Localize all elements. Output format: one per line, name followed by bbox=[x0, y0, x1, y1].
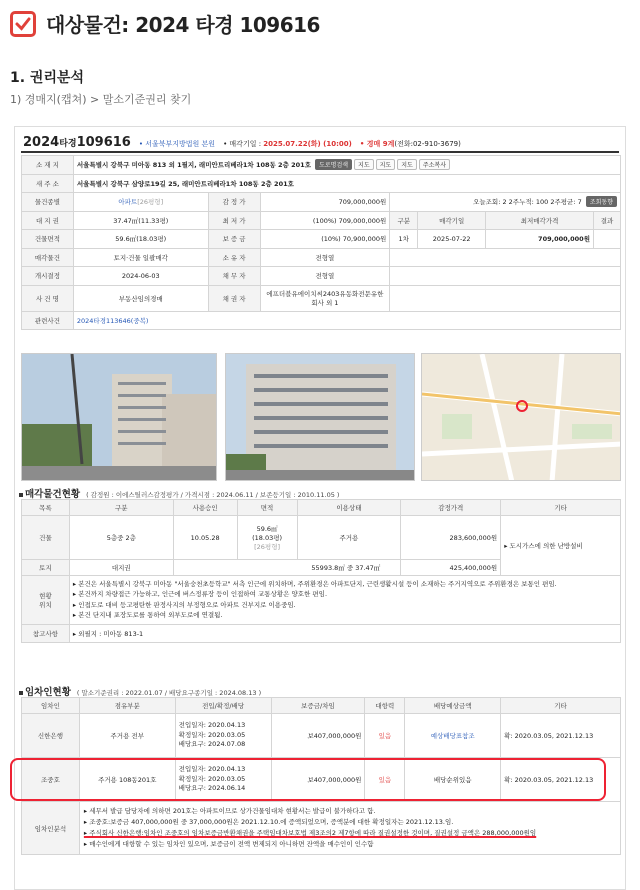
property-type: 아파트[26평형] bbox=[73, 193, 208, 212]
case-number: 2024타경109616 bbox=[23, 135, 131, 150]
photo-strip bbox=[21, 353, 621, 481]
building-photo-1[interactable] bbox=[21, 353, 217, 481]
section-title: 1. 권리분석 bbox=[10, 70, 85, 86]
min-price: (100%) 709,000,000원 bbox=[260, 211, 390, 230]
case-info-table: 소 재 지 서울특별시 강북구 미아동 813 외 1필지, 래미안트리베라1차 108동 2층 201호 도로명검색 지도 지도 지도 주소복사 새 주 소 서울특별시 강북구 삼양로19길 25, 래미안트리베라1차 108동 2층 201호 물건종별 아파트[26평형] 감 정 가 709,000,000원 오늘조회: 2 2주누적: 100 2주평균: 7 조회동향 대 지 권 37.47㎡(11.33평) 최 저 가 (100%) 709,000,000원 구분 매각기일 최저매각가격 결과 건물면적 59.6㎡(18.03평) 보 증 금 (10%) 70,900,000원 1차 2025-07-22 709,000,000원 매각물건 토지·건물 일괄매각 소 유 자 전형열 개시결정 2024-06-03 채 무 자 전형열 사 건 명 부동산임의경매 채 권 자 에프더블유에이치씨2403유동화전문유한회사 외 1 관련사건 2024타경113646(중복) bbox=[21, 155, 621, 330]
page-header bbox=[10, 9, 320, 38]
appraisal: 709,000,000원 bbox=[260, 193, 390, 212]
highlight-box bbox=[10, 758, 606, 801]
copy-address-button[interactable]: 주소복사 bbox=[419, 159, 450, 170]
court-name: • 서울북부지방법원 본원 bbox=[138, 140, 216, 148]
page-title: 대상물건: 2024 타경 109616 bbox=[46, 13, 320, 37]
address: 서울특별시 강북구 미아동 813 외 1필지, 래미안트리베라1차 108동 2층 201호 도로명검색 지도 지도 지도 주소복사 bbox=[73, 156, 620, 175]
property-status-table: 목록 구분 사용승인 면적 이용상태 감정가격 기타 건물 5층중 2층 10.05.28 59.6㎡ (18.03평) [26평형] 주거용 283,600,000원 ▸ 도시가스에 의한 난방설비 토지 대지권 55993.8㎡ 중 37.47㎡ 425,400,000원 현황 위치 ▸ 본건은 서울특별시 강북구 미아동 "서울숭천초등학교" 서측 인근에 위치하며, 주위환경은 아파트단지, 근린생활시설 등이 소재하는 주거지역으로 주위환경은 보통인 편임. ▸ 본건까지 차량접근 가능하고, 인근에 버스정류장 등이 인접하여 교통상황은 양호한 편임. ▸ 인접도로 대비 등고평탄한 판정사지의 부정형으로 아파트 건부지로 이용중임. ▸ 본건 단지내 포장도로를 통하여 외부도로에 연결됨. 참고사항 ▸ 외필지 : 미아동 813-1 bbox=[21, 499, 621, 643]
map-button-1[interactable]: 지도 bbox=[354, 159, 374, 170]
checkbox-icon bbox=[10, 11, 36, 37]
view-stats: 오늘조회: 2 2주누적: 100 2주평균: 7 조회동향 bbox=[390, 193, 621, 212]
dept: • 경매 9계(전화:02-910-3679) bbox=[359, 140, 461, 148]
case-header bbox=[23, 135, 617, 151]
status-title: 매각물건현황 ( 감정원 : 이에스틸러스감정평가 / 가격시점 : 2024.06.11 / 보존등기일 : 2010.11.05 ) bbox=[19, 486, 339, 500]
table-row: 신한은행 주거용 전부 전입일자: 2020.04.13 확정일자: 2020.03.05 배당요구: 2024.07.08 보407,000,000원 있음 예상배당표참조 확: 2020.03.05, 2021.12.13 bbox=[22, 714, 621, 758]
tenant-table: 임차인 점유부분 전입/확정/배당 보증금/차임 대항력 배당예상금액 기타 신한은행 주거용 전부 전입일자: 2020.04.13 확정일자: 2020.03.05 배당요구: 2024.07.08 보407,000,000원 있음 예상배당표참조 확: 2020.03.05, 2021.12.13 조중호 주거용 108동201호 전입일자: 2020.04.13 확정일자: 2020.03.05 배당요구: 2024.06.14 보407,000,000원 있음 배당순위있음 확: 2020.03.05, 2021.12.13 임차인분석 ▸ 세무서 발급 담당자에 의하면 201호는 아파트이므로 상가건물임대차 현황서는 발급이 불가하다고 함. ▸ 조중호:보증금 407,000,000원 중 37,000,000원은 2021.12.10.에 증액되었으며, 증액분에 대한 확정일자는 2021.12.13.임. ▸ 주식회사 신한은행:임차인 조중호의 임차보증금반환채권을 주택임대차보호법 제3조의2 제7항에 따라 질권설정한 것이며, 질권설정 금액은 288,000,000원임 ▸ 매수인에게 대항할 수 있는 임차인 있으며, 보증금이 전액 변제되지 아니하면 잔액을 매수인이 인수함 bbox=[21, 697, 621, 855]
map-button-3[interactable]: 지도 bbox=[397, 159, 417, 170]
view-trend-button[interactable]: 조회동향 bbox=[586, 196, 617, 207]
location-map[interactable] bbox=[421, 353, 621, 481]
related-case-link[interactable]: 2024타경113646(중복) bbox=[73, 311, 620, 330]
map-button-2[interactable]: 지도 bbox=[376, 159, 396, 170]
dividend-link[interactable]: 예상배당표참조 bbox=[405, 714, 501, 758]
road-search-button[interactable]: 도로명검색 bbox=[315, 159, 352, 170]
breadcrumb: 1) 경매지(캡쳐) > 말소기준권리 찾기 bbox=[10, 93, 192, 106]
auction-date: • 매각기일 : 2025.07.22(화) (10:00) bbox=[223, 140, 352, 148]
tenant-title: 임차인현황 ( 말소기준권리 : 2022.01.07 / 배당요구종기일 : 2024.08.13 ) bbox=[19, 684, 261, 698]
table-row: 조중호 주거용 108동201호 전입일자: 2020.04.13 확정일자: 2020.03.05 배당요구: 2024.06.14 보407,000,000원 있음 배당순위있음 확: 2020.03.05, 2021.12.13 bbox=[22, 758, 621, 802]
road-address: 서울특별시 강북구 삼양로19길 25, 래미안트리베라1차 108동 2층 201호 bbox=[73, 174, 620, 193]
building-photo-2[interactable] bbox=[225, 353, 415, 481]
